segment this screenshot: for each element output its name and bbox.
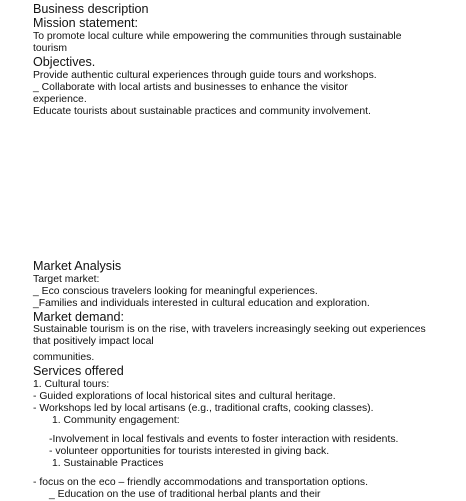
market-demand-heading: Market demand: bbox=[33, 310, 124, 324]
objective-2-line-1: _ Collaborate with local artists and businesses to enhance the visitor bbox=[33, 82, 348, 93]
practice-item-herbal-plants: _ Education on the use of traditional herbal plants and their bbox=[49, 489, 321, 500]
service-item-guided-explorations: - Guided explorations of local historical sites and cultural heritage. bbox=[33, 391, 336, 402]
service-item-workshops: - Workshops led by local artisans (e.g., traditional crafts, cooking classes). bbox=[33, 403, 374, 414]
practice-item-eco-friendly: - focus on the eco – friendly accommodations and transportation options. bbox=[33, 477, 369, 488]
mission-statement-heading: Mission statement: bbox=[33, 16, 138, 30]
market-demand-line-2: that positively impact local bbox=[33, 336, 154, 347]
objective-3: Educate tourists about sustainable practices and community involvement. bbox=[33, 106, 371, 117]
engagement-item-volunteer: - volunteer opportunities for tourists interested in giving back. bbox=[49, 446, 330, 457]
market-demand-line-1: Sustainable tourism is on the rise, with travelers increasingly seeking out experiences bbox=[33, 324, 426, 335]
services-offered-heading: Services offered bbox=[33, 364, 124, 378]
objective-1: Provide authentic cultural experiences through guide tours and workshops. bbox=[33, 70, 377, 81]
target-market-item-1: _ Eco conscious travelers looking for meaningful experiences. bbox=[33, 286, 318, 297]
sustainable-practices-heading: 1. Sustainable Practices bbox=[52, 458, 164, 469]
mission-text-line-1: To promote local culture while empowering the communities through sustainable bbox=[33, 31, 402, 42]
target-market-label: Target market: bbox=[33, 274, 100, 285]
objective-2-line-2: experience. bbox=[33, 94, 87, 105]
market-analysis-heading: Market Analysis bbox=[33, 259, 122, 273]
service-cultural-tours: 1. Cultural tours: bbox=[33, 379, 110, 390]
community-engagement-heading: 1. Community engagement: bbox=[52, 415, 180, 426]
market-demand-line-3: communities. bbox=[33, 352, 95, 363]
engagement-item-festivals: -Involvement in local festivals and events to foster interaction with residents. bbox=[49, 434, 399, 445]
objectives-heading: Objectives. bbox=[33, 55, 96, 69]
target-market-item-2: _Families and individuals interested in cultural education and exploration. bbox=[33, 298, 370, 309]
mission-text-line-2: tourism bbox=[33, 43, 68, 54]
business-description-heading: Business description bbox=[33, 2, 149, 16]
